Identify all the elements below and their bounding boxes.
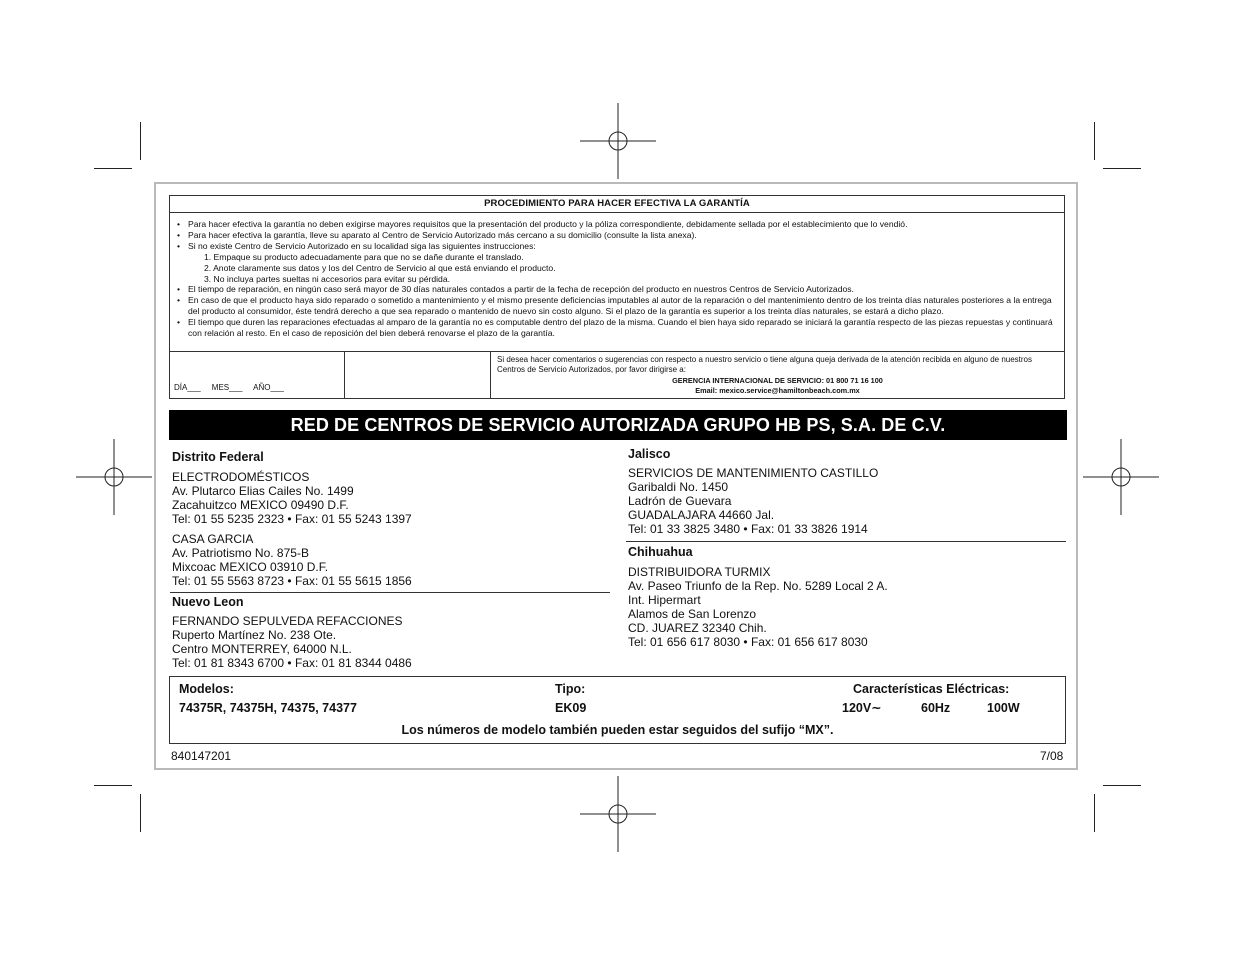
warranty-instructions xyxy=(170,213,1064,348)
registration-mark-icon xyxy=(580,103,656,179)
service-center-address: Centro MONTERREY, 64000 N.L. xyxy=(172,642,352,656)
contact-email: Email: mexico.service@hamiltonbeach.com.mx xyxy=(695,386,860,395)
crop-mark xyxy=(140,122,141,160)
registration-mark-icon xyxy=(580,776,656,852)
region-title-nl: Nuevo Leon xyxy=(172,595,244,609)
model-specs-box xyxy=(169,676,1066,744)
power-value: 100W xyxy=(987,701,1020,715)
warranty-footer-row xyxy=(170,351,1064,398)
document-code: 840147201 xyxy=(171,749,232,763)
warranty-item: • Si no existe Centro de Servicio Autorizado en su localidad siga las siguientes instrucciones: xyxy=(176,241,1058,252)
service-center-list-nl xyxy=(172,614,412,670)
service-center-name: SERVICIOS DE MANTENIMIENTO CASTILLO xyxy=(628,466,879,480)
crop-mark xyxy=(94,785,132,786)
section-divider xyxy=(626,541,1066,542)
warranty-item: • Para hacer efectiva la garantía, lleve su aparato al Centro de Servicio Autorizado más cercano a su domicilio (consulte la lista anexa). xyxy=(176,230,1058,241)
service-center-name: DISTRIBUIDORA TURMIX xyxy=(628,565,771,579)
crop-mark xyxy=(94,168,132,169)
service-center-name: CASA GARCIA xyxy=(172,532,254,546)
crop-mark xyxy=(1094,122,1095,160)
registration-mark-icon xyxy=(1083,439,1159,515)
date-fields: DÍA___ MES___ AÑO___ xyxy=(174,383,284,392)
models-value: 74375R, 74375H, 74375, 74377 xyxy=(179,701,357,715)
service-center-address: Ruperto Martínez No. 238 Ote. xyxy=(172,628,337,642)
service-center-phone: Tel: 01 55 5563 8723 • Fax: 01 55 5615 1856 xyxy=(172,574,412,588)
service-center-address: Ladrón de Guevara xyxy=(628,494,732,508)
type-value: EK09 xyxy=(555,701,587,715)
service-center-phone: Tel: 01 81 8343 6700 • Fax: 01 81 8344 0486 xyxy=(172,656,412,670)
contact-cell xyxy=(491,352,1064,398)
voltage-value: 120V∼ xyxy=(842,701,882,715)
frequency-value: 60Hz xyxy=(921,701,951,715)
service-center-name: ELECTRODOMÉSTICOS xyxy=(172,470,310,484)
service-center-address: CD. JUAREZ 32340 Chih. xyxy=(628,621,767,635)
region-title-df: Distrito Federal xyxy=(172,450,264,464)
warranty-procedure-box xyxy=(169,195,1065,399)
service-center-name: FERNANDO SEPULVEDA REFACCIONES xyxy=(172,614,403,628)
crop-mark xyxy=(1094,794,1095,832)
service-center-phone: Tel: 01 33 3825 3480 • Fax: 01 33 3826 1914 xyxy=(628,522,868,536)
stamp-cell xyxy=(345,352,491,398)
warranty-item: • El tiempo de reparación, en ningún caso será mayor de 30 días naturales contados a partir de la fecha de recepción del producto en nuestros Centros de Servicio Autorizados. xyxy=(176,284,1058,295)
document-date: 7/08 xyxy=(1040,749,1064,763)
electrical-label: Características Eléctricas: xyxy=(853,682,1010,696)
crop-mark xyxy=(1103,168,1141,169)
service-center-address: Av. Patriotismo No. 875-B xyxy=(172,546,309,560)
warranty-item: • En caso de que el producto haya sido reparado o sometido a mantenimiento y el mismo presente deficiencias imputables al autor de la reparación o del mantenimiento dentro de los treinta días naturales posteriores a la entrega del producto al consumidor, éste tendrá derecho a que sea reparado o mantenido de nuevo sin costo alguno. Si el plazo de la garantía es superior a los treinta días naturales, se estará a dicho plazo. xyxy=(176,295,1058,317)
section-divider xyxy=(170,592,610,593)
crop-mark xyxy=(140,794,141,832)
warranty-step: 2. Anote claramente sus datos y los del Centro de Servicio al que está enviando el producto. xyxy=(204,262,556,273)
service-center-address: GUADALAJARA 44660 Jal. xyxy=(628,508,775,522)
warranty-step: 3. No incluya partes sueltas ni accesorios para evitar su pérdida. xyxy=(204,273,451,284)
models-label: Modelos: xyxy=(179,682,234,696)
contact-text: Si desea hacer comentarios o sugerencias con respecto a nuestro servicio o tiene alguna queja derivada de la atención recibida en alguno de nuestros Centros de Servicio Autorizados, por favor dirigirse a: xyxy=(497,355,1033,374)
contact-phone: GERENCIA INTERNACIONAL DE SERVICIO: 01 800 71 16 100 xyxy=(672,376,883,385)
warranty-step: 1. Empaque su producto adecuadamente para que no se dañe durante el translado. xyxy=(204,251,524,262)
service-center-phone: Tel: 01 55 5235 2323 • Fax: 01 55 5243 1397 xyxy=(172,512,412,526)
service-center-address: Garibaldi No. 1450 xyxy=(628,480,729,494)
service-center-address: Mixcoac MEXICO 03910 D.F. xyxy=(172,560,329,574)
service-center-address: Av. Paseo Triunfo de la Rep. No. 5289 Local 2 A. xyxy=(628,579,888,593)
service-center-list-chih xyxy=(628,565,888,649)
registration-mark-icon xyxy=(76,439,152,515)
service-center-phone: Tel: 01 656 617 8030 • Fax: 01 656 617 8030 xyxy=(628,635,868,649)
region-title-chih: Chihuahua xyxy=(628,545,693,559)
service-center-address: Int. Hipermart xyxy=(628,593,701,607)
service-center-list-jal xyxy=(628,466,878,536)
date-cell xyxy=(170,352,345,398)
type-label: Tipo: xyxy=(555,682,586,696)
suffix-note: Los números de modelo también pueden estar seguidos del sufijo “MX”. xyxy=(401,723,834,737)
service-center-address: Alamos de San Lorenzo xyxy=(628,607,757,621)
network-title-banner: RED DE CENTROS DE SERVICIO AUTORIZADA GRUPO HB PS, S.A. DE C.V. xyxy=(169,410,1067,440)
warranty-item: • El tiempo que duren las reparaciones efectuadas al amparo de la garantía no es computable dentro del plazo de la misma. Cuando el bien haya sido reparado se iniciará la garantía respecto de las piezas repuestas y continuará con relación al resto. En el caso de reposición del bien deberá renovarse el plazo de la garantía. xyxy=(176,317,1058,339)
warranty-item: • Para hacer efectiva la garantía no deben exigirse mayores requisitos que la presentación del producto y la póliza correspondiente, debidamente sellada por el establecimiento que lo vendió. xyxy=(176,219,1058,230)
service-center-address: Zacahuitzco MEXICO 09490 D.F. xyxy=(172,498,349,512)
warranty-title: PROCEDIMIENTO PARA HACER EFECTIVA LA GARANTÍA xyxy=(170,196,1064,213)
region-title-jal: Jalisco xyxy=(628,447,671,461)
service-center-address: Av. Plutarco Elias Cailes No. 1499 xyxy=(172,484,354,498)
crop-mark xyxy=(1103,785,1141,786)
service-center-list-df xyxy=(172,470,412,588)
